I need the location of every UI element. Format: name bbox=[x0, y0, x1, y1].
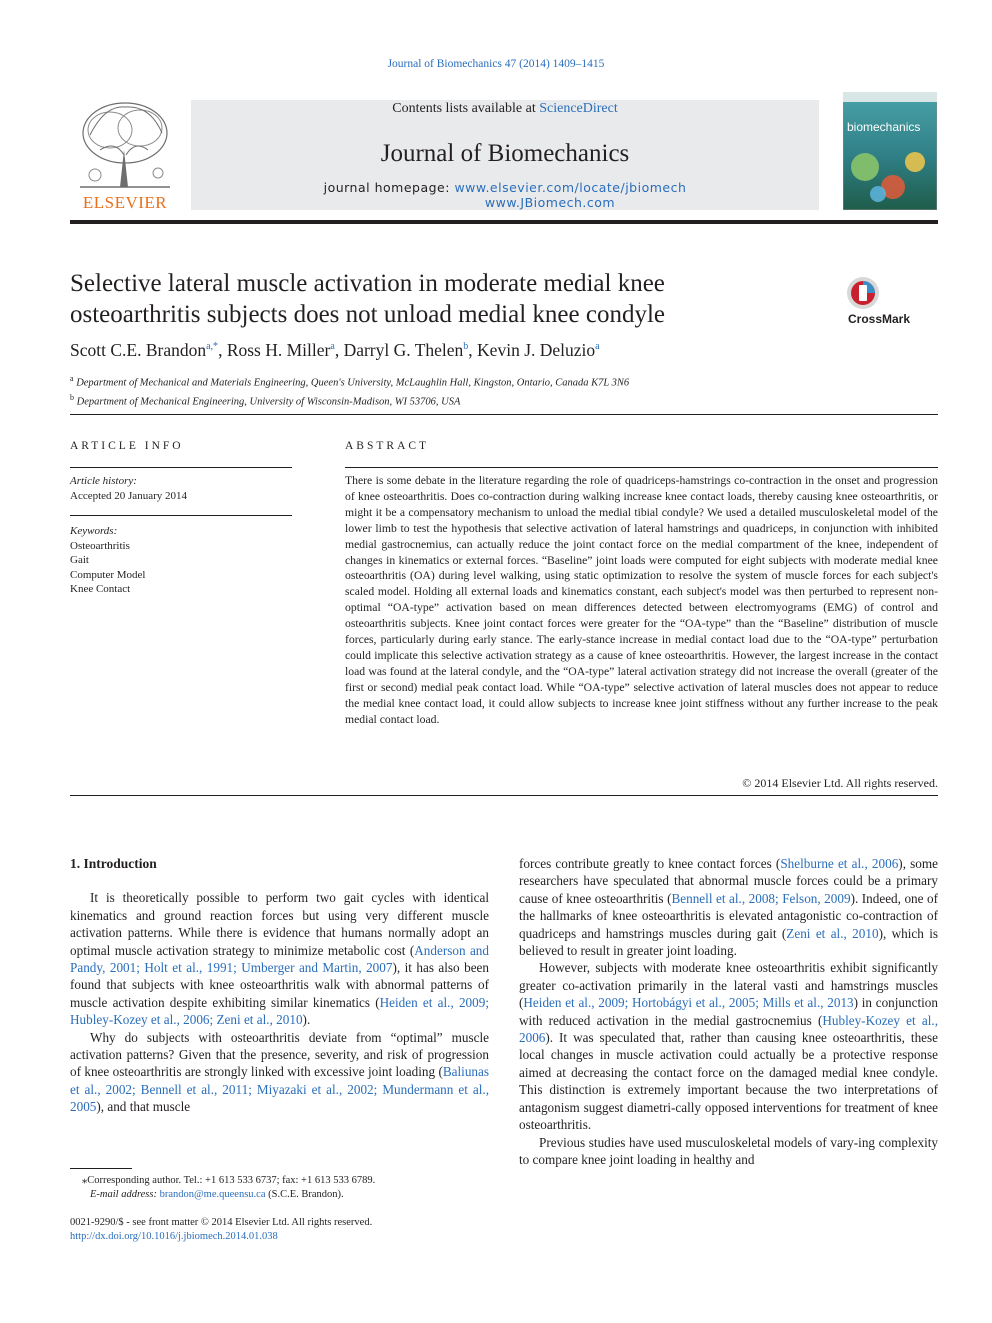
history-label: Article history: bbox=[70, 475, 137, 487]
affiliation-text: Department of Mechanical and Materials Engineering, Queen's University, McLaughlin Hall, Kingston, Ontario, Canada K7L 3N6 bbox=[76, 377, 630, 389]
keyword-item: Gait bbox=[70, 554, 89, 566]
affiliation-text: Department of Mechanical Engineering, University of Wisconsin-Madison, WI 53706, USA bbox=[76, 396, 461, 407]
author-name[interactable]: Darryl G. Thelen bbox=[343, 340, 464, 360]
body-text: However, subjects with moderate knee osteoarthritis exhibit significantly greater co-activation primarily in the lateral vasti and hamstrings muscles ( bbox=[519, 960, 938, 1011]
cover-title: biomechanics bbox=[847, 120, 921, 134]
journal-title: Journal of Biomechanics bbox=[380, 140, 630, 167]
article-info-heading: ARTICLE INFO bbox=[70, 440, 184, 452]
email-line bbox=[82, 1188, 482, 1202]
body-text: ), some researchers have speculated that abnormal muscle forces could be a primary cause of knee osteoarthritis ( bbox=[519, 856, 938, 906]
email-label: E-mail address: bbox=[90, 1189, 160, 1200]
abstract-copyright: © 2014 Elsevier Ltd. All rights reserved. bbox=[742, 776, 938, 790]
citation-link[interactable]: Baliunas et al., 2002; Bennell et al., 2011; Miyazaki et al., 2002; Mundermann et al., 2005 bbox=[70, 1064, 489, 1115]
journal-cover-image[interactable] bbox=[843, 92, 937, 210]
journal-cover-icon bbox=[843, 92, 937, 210]
homepage-link-elsevier[interactable]: www.elsevier.com/locate/jbiomech bbox=[454, 180, 687, 195]
footnote-corresponding bbox=[82, 1174, 482, 1202]
doi-link[interactable]: http://dx.doi.org/10.1016/j.jbiomech.2014.01.038 bbox=[70, 1231, 278, 1242]
crossmark-label: CrossMark bbox=[848, 312, 911, 327]
body-text: ). bbox=[302, 1012, 311, 1028]
body-column-left bbox=[70, 855, 489, 1116]
header-rule bbox=[70, 220, 938, 224]
keyword-item: Computer Model bbox=[70, 568, 146, 581]
keywords-rule bbox=[70, 515, 292, 516]
elsevier-wordmark: ELSEVIER bbox=[82, 193, 168, 212]
citation-link[interactable]: Zeni et al., 2010 bbox=[786, 925, 879, 941]
citation-link[interactable]: Shelburne et al., 2006 bbox=[780, 856, 899, 871]
author-name[interactable]: Scott C.E. Brandon bbox=[70, 340, 207, 360]
contents-line bbox=[191, 101, 819, 117]
affiliation-rule bbox=[70, 414, 938, 415]
citation-link[interactable]: Anderson and Pandy, 2001; Holt et al., 1991; Umberger and Martin, 2007 bbox=[70, 942, 489, 976]
keyword-item: Knee Contact bbox=[70, 583, 131, 595]
affiliations bbox=[70, 372, 930, 409]
author-affiliation-marker[interactable]: a,* bbox=[206, 341, 219, 353]
article-info-rule bbox=[70, 467, 292, 468]
affiliation-marker: b bbox=[70, 392, 74, 402]
abstract-rule bbox=[345, 467, 938, 468]
history-value: Accepted 20 January 2014 bbox=[70, 489, 187, 502]
homepage-label: journal homepage: bbox=[323, 180, 455, 195]
keyword-item: Osteoarthritis bbox=[70, 539, 130, 552]
body-text: ), which is believed to result in greater joint loading. bbox=[519, 925, 938, 959]
affiliation-item bbox=[70, 391, 930, 410]
body-text: ), it has also been found that subjects with knee osteoarthritis walk with abnormal patterns of muscle activation despite exhibiting similar kinematics ( bbox=[70, 960, 489, 1010]
author-separator: , bbox=[218, 340, 227, 360]
elsevier-logo[interactable] bbox=[70, 95, 180, 212]
citation-link[interactable]: Hubley-Kozey et al., 2006 bbox=[519, 1012, 939, 1046]
abstract-heading: ABSTRACT bbox=[345, 440, 430, 452]
paragraph bbox=[519, 855, 938, 959]
affiliation-marker: a bbox=[70, 374, 74, 383]
front-matter bbox=[70, 1216, 490, 1244]
elsevier-tree-icon bbox=[70, 95, 180, 190]
author-separator: , bbox=[468, 340, 478, 360]
crossmark-icon bbox=[846, 276, 880, 310]
paragraph bbox=[70, 889, 489, 1028]
introduction-heading: 1. Introduction bbox=[70, 856, 157, 871]
front-matter-text: 0021-9290/$ - see front matter © 2014 Elsevier Ltd. All rights reserved. bbox=[70, 1217, 373, 1228]
homepage-link-jbiomech[interactable]: www.JBiomech.com bbox=[484, 195, 616, 210]
body-text: ), and that muscle bbox=[96, 1099, 191, 1115]
author-affiliation-marker[interactable]: b bbox=[463, 341, 469, 353]
article-title: Selective lateral muscle activation in moderate medial knee osteoarthritis subjects does not unload medial knee condyle bbox=[70, 270, 665, 328]
body-text: forces contribute greatly to knee contact forces ( bbox=[519, 856, 781, 871]
author-name[interactable]: Kevin J. Deluzio bbox=[477, 340, 596, 360]
journal-homepage bbox=[191, 180, 819, 210]
email-suffix: (S.C.E. Brandon). bbox=[265, 1189, 344, 1200]
paragraph bbox=[70, 1029, 489, 1116]
author-separator: , bbox=[334, 340, 344, 360]
affiliation-item bbox=[70, 372, 930, 391]
keywords-block bbox=[70, 524, 292, 597]
citation-link[interactable]: Bennell et al., 2008; Felson, 2009 bbox=[671, 890, 851, 906]
body-column-right bbox=[519, 855, 938, 1168]
keywords-label: Keywords: bbox=[70, 525, 118, 537]
abstract-bottom-rule bbox=[70, 795, 938, 796]
paragraph bbox=[519, 1134, 938, 1169]
citation-link[interactable]: Heiden et al., 2009; Hortobágyi et al., 2005; Mills et al., 2013 bbox=[523, 995, 854, 1011]
left-paragraphs bbox=[70, 889, 489, 1115]
author-affiliation-marker[interactable]: a bbox=[330, 341, 335, 353]
footnote-rule bbox=[70, 1168, 132, 1169]
article-history bbox=[70, 474, 292, 503]
author-list bbox=[70, 340, 930, 361]
crossmark-badge[interactable] bbox=[846, 276, 941, 327]
citation-link[interactable]: Heiden et al., 2009; Hubley-Kozey et al., 2006; Zeni et al., 2010 bbox=[70, 994, 489, 1028]
sciencedirect-link[interactable]: ScienceDirect bbox=[539, 101, 618, 116]
author-affiliation-marker[interactable]: a bbox=[595, 341, 600, 353]
body-text: ). Indeed, one of the hallmarks of knee osteoarthritis is elevated antagonistic co-contraction of quadriceps and hamstrings muscles during gait ( bbox=[519, 890, 938, 941]
body-text: It is theoretically possible to perform two gait cycles with identical kinematics and ground reaction forces but using very different muscle activation patterns. While there is evidence that humans normally adopt an optimal muscle activation strategy to minimize metabolic cost ( bbox=[70, 890, 489, 958]
body-text: Why do subjects with osteoarthritis deviate from “optimal” muscle activation patterns? Given that the presence, severity, and risk of progression of knee osteoarthritis are strongly linked with excessive joint loading ( bbox=[70, 1029, 489, 1080]
journal-citation[interactable]: Journal of Biomechanics 47 (2014) 1409–1415 bbox=[387, 58, 605, 70]
right-paragraphs bbox=[519, 855, 938, 1168]
body-text: ) in conjunction with reduced activation in the medial gastrocnemius ( bbox=[519, 995, 938, 1028]
contents-prefix: Contents lists available at bbox=[392, 101, 540, 116]
abstract-text: There is some debate in the literature regarding the role of quadriceps-hamstrings co-contraction in the onset and progression of knee osteoarthritis. Does co-contraction during walking increase knee contact loads, thereby causing knee osteoarthritis, or might it be a compensatory mechanism to unload the medial tibial condyle? We used a detailed musculoskeletal model of the lower limb to test the hypothesis that selective activation of lateral hamstrings and quadriceps, in conjunction with inhibited medial gastrocnemius, can actually reduce the joint contact force on the medial compartment of the knee, independent of changes in kinematics or external forces. “Baseline” joint loads were computed for eight subjects with moderate medial knee osteoarthritis (OA) during level walking, using static optimization to resolve the system of muscle forces for each subject's scaled model. Holding all external loads and kinematics constant, each subject's model was then perturbed to represent non-optimal “OA-type” activation based on mean differences detected between electromyograms (EMG) of control and osteoarthritis subjects. Knee joint contact forces were greater for the “OA-type” than the “Baseline” distribution of muscle forces, particularly during early stance. The early-stance increase in medial contact load due to the “OA-type” perturbation could implicate this selective activation strategy as a cause of knee osteoarthritis. However, the largest increase in the contact load was found at the lateral condyle, and the “OA-type” lateral activation strategy did not increase the overall (greater of the first or second) medial peak contact load. While “OA-type” selective activation of lateral muscles does not appear to reduce the medial knee contact load, it could allow subjects to increase knee joint stiffness without any further increase to the peak medial contact load. bbox=[345, 474, 938, 726]
email-link[interactable]: brandon@me.queensu.ca bbox=[159, 1189, 266, 1200]
body-text: ). It was speculated that, rather than causing knee osteoarthritis, these local changes in muscle activation could actually be a protective response aimed at decreasing the contact force on the damaged medial knee condyle. This distinction is extremely important because the two interpretations of antagonism suggest diametri-cally opposed interventions for treatment of knee osteoarthritis. bbox=[519, 1030, 938, 1133]
corresponding-author: ⁎Corresponding author. Tel.: +1 613 533 6737; fax: +1 613 533 6789. bbox=[82, 1175, 376, 1186]
author-name[interactable]: Ross H. Miller bbox=[226, 340, 331, 360]
paragraph bbox=[519, 959, 938, 1133]
body-text: Previous studies have used musculoskeletal models of vary-ing complexity to compare knee joint loading in healthy and bbox=[519, 1134, 938, 1167]
